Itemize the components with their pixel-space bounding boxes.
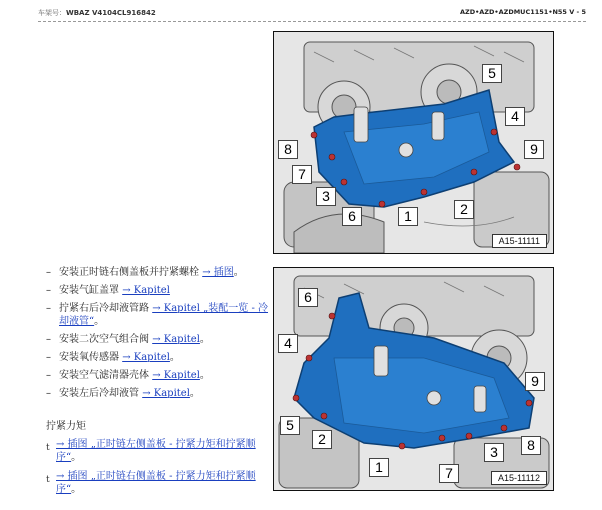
link-right-cover-torque[interactable]: → 插图 „正时链右侧盖板 - 拧紧力矩和拧紧顺序“: [56, 471, 256, 495]
callout-2-9: 9: [525, 372, 545, 391]
figure-left-timing-cover: [273, 267, 554, 491]
header-divider: [38, 21, 586, 22]
installation-steps: [46, 266, 268, 405]
callout-2-1: 1: [369, 458, 389, 477]
list-item: – 安装气缸盖罩 → Kapitel: [46, 285, 170, 296]
link-kapitel[interactable]: → Kapitel: [122, 285, 170, 296]
link-kapitel-coolant[interactable]: → Kapitel „装配一览 - 冷却液管“: [59, 303, 269, 327]
link-kapitel[interactable]: → Kapitel: [122, 352, 170, 363]
link-illustration[interactable]: → 插图: [202, 267, 234, 278]
callout-1-1: 1: [398, 207, 418, 226]
torque-item: t → 插图 „正时链左侧盖板 - 拧紧力矩和拧紧顺序“。: [46, 439, 256, 463]
callout-1-4: 4: [505, 107, 525, 126]
callout-2-8: 8: [521, 436, 541, 455]
callout-1-7: 7: [292, 165, 312, 184]
callout-1-6: 6: [342, 207, 362, 226]
callout-2-2: 2: [312, 430, 332, 449]
link-kapitel[interactable]: → Kapitel: [152, 370, 200, 381]
engine-codes: AZD•AZD•AZDMUC1151•N55 V - 5: [459, 8, 586, 16]
callout-1-9: 9: [524, 140, 544, 159]
callout-1-5: 5: [482, 64, 502, 83]
figure-id-2: A15-11112: [491, 471, 547, 485]
callout-1-2: 2: [454, 200, 474, 219]
vin-header: [38, 8, 156, 18]
torque-item: t → 插图 „正时链右侧盖板 - 拧紧力矩和拧紧顺序“。: [46, 471, 256, 495]
callout-1-3: 3: [316, 187, 336, 206]
callout-2-5: 5: [280, 416, 300, 435]
figure-right-timing-cover: [273, 31, 554, 254]
list-item: – 安装空气滤清器壳体 → Kapitel。: [46, 370, 210, 381]
link-kapitel[interactable]: → Kapitel: [142, 388, 190, 399]
list-item: – 安装正时链右侧盖板并拧紧螺栓 → 插图。: [46, 267, 244, 278]
link-kapitel[interactable]: → Kapitel: [152, 334, 200, 345]
torque-marker: t: [46, 443, 50, 453]
list-item: – 安装氧传感器 → Kapitel。: [46, 352, 180, 363]
figure-id-1: A15-11111: [492, 234, 547, 248]
torque-marker: t: [46, 475, 50, 485]
callout-1-8: 8: [278, 140, 298, 159]
vin-label: 车架号：: [38, 9, 66, 17]
list-item: – 安装左后冷却液管 → Kapitel。: [46, 388, 200, 399]
list-item: – 拧紧右后冷却液管路 → Kapitel „装配一览 - 冷却液管“。: [46, 303, 269, 327]
torque-title: 拧紧力矩: [46, 421, 86, 432]
callout-2-7: 7: [439, 464, 459, 483]
vin-number: WBAZ V4104CL916842: [66, 9, 156, 17]
link-left-cover-torque[interactable]: → 插图 „正时链左侧盖板 - 拧紧力矩和拧紧顺序“: [56, 439, 256, 463]
callout-2-4: 4: [278, 334, 298, 353]
callout-2-3: 3: [484, 443, 504, 462]
list-item: – 安装二次空气组合阀 → Kapitel。: [46, 334, 210, 345]
callout-2-6: 6: [298, 288, 318, 307]
